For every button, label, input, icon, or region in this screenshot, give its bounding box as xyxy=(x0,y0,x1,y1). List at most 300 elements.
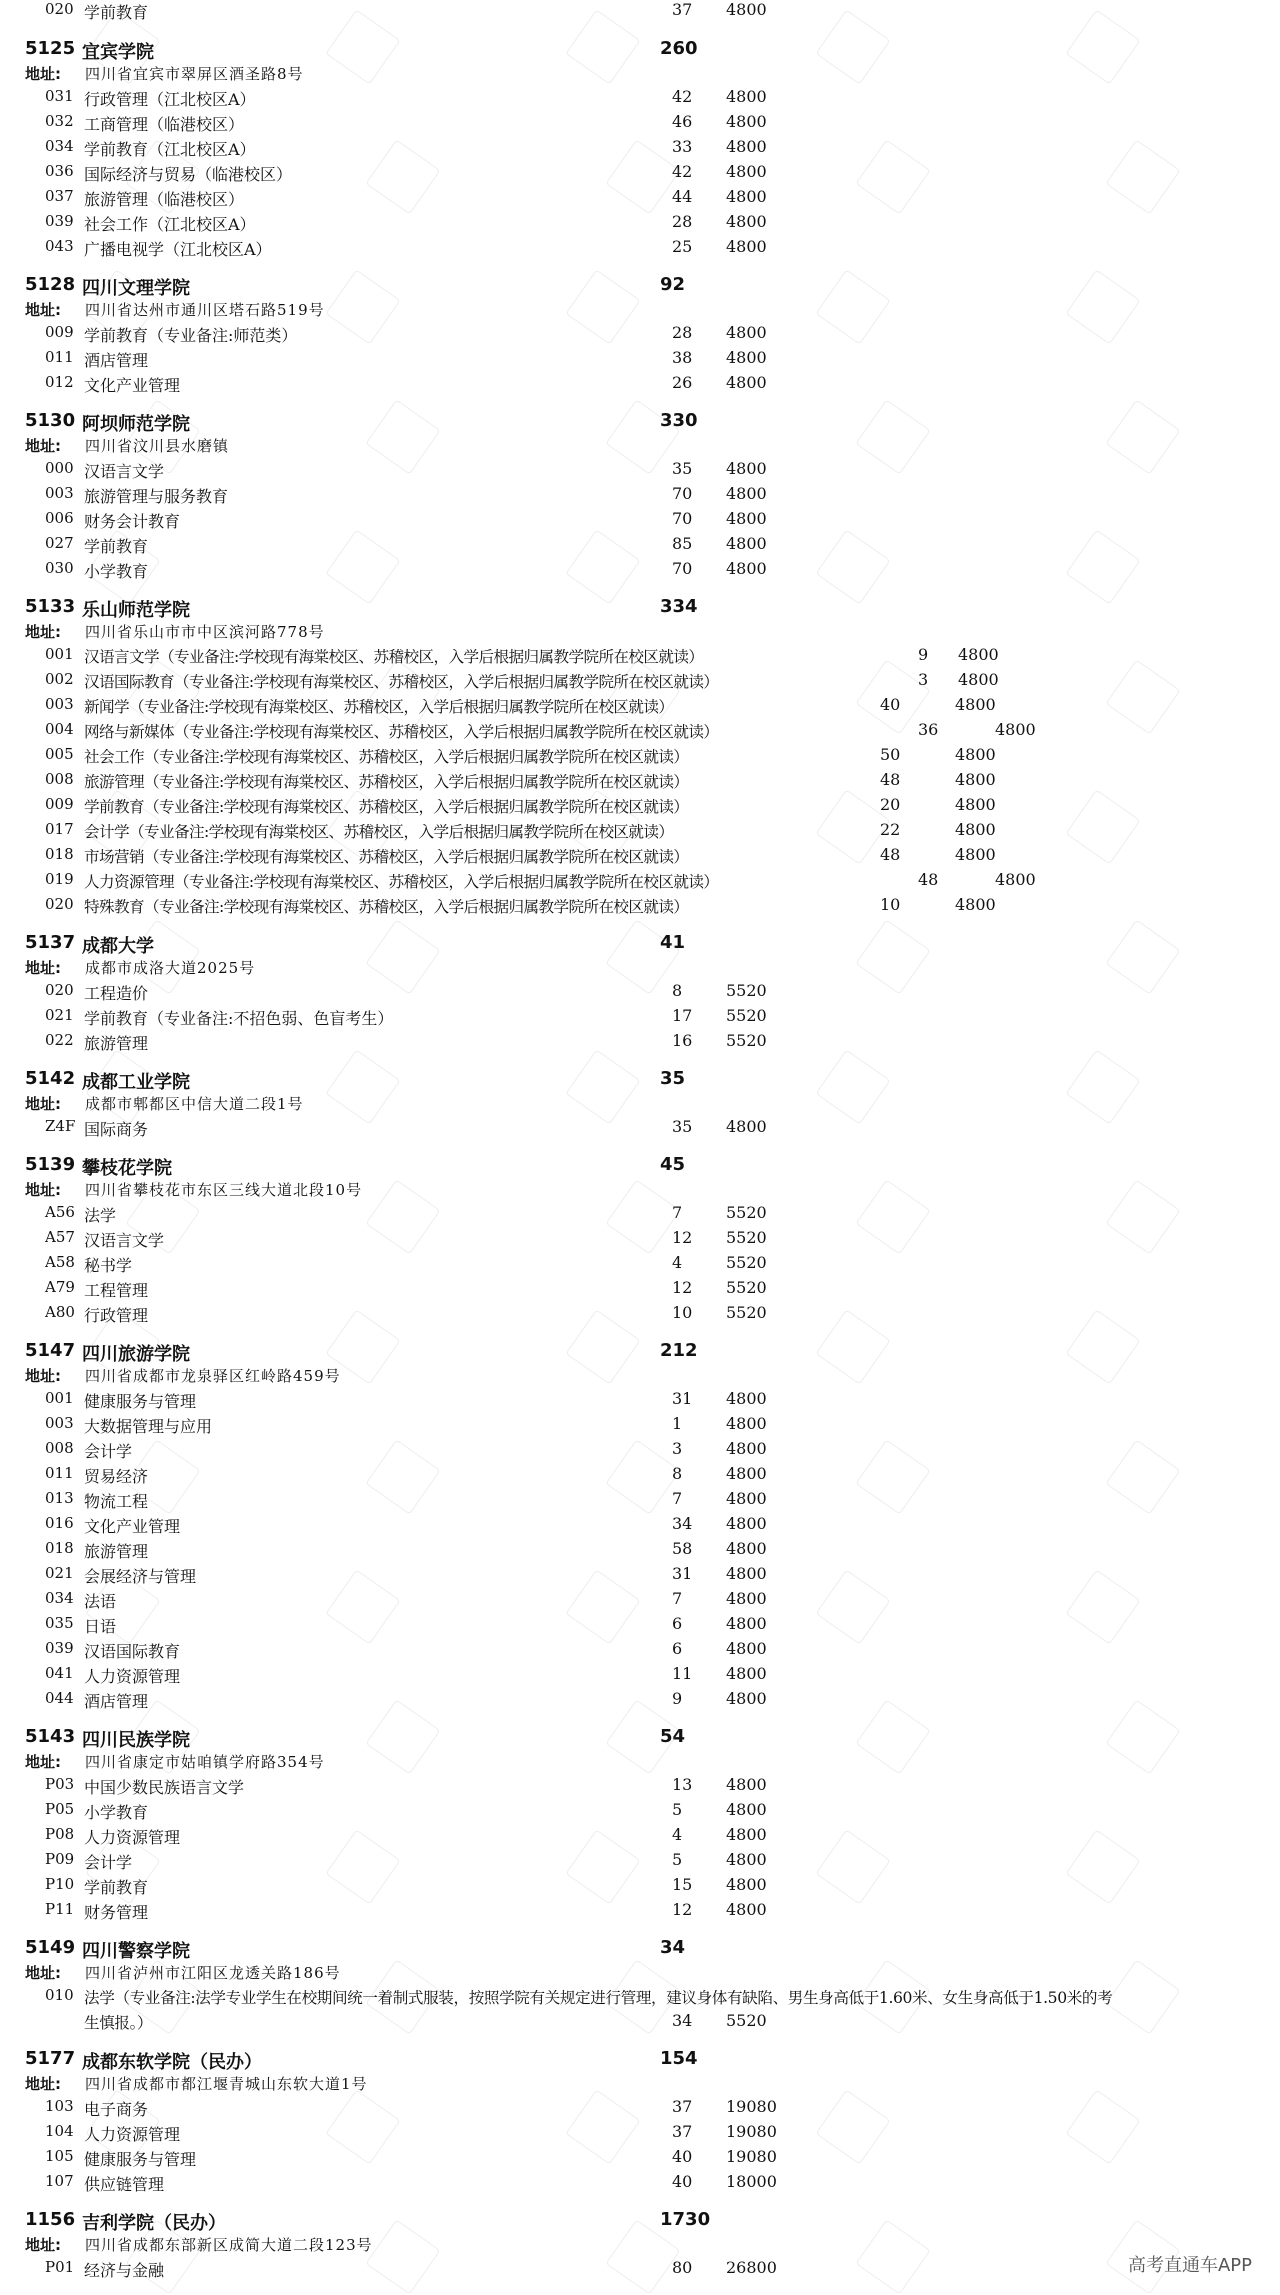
major-row xyxy=(0,978,1280,1003)
major-code: 030 xyxy=(45,559,74,577)
school-code: 5128 xyxy=(25,274,76,295)
major-quota: 9 xyxy=(672,1689,683,1708)
school-address xyxy=(0,431,1280,456)
major-fee: 4800 xyxy=(955,745,996,764)
address-value: 四川省达州市通川区塔石路519号 xyxy=(85,301,325,319)
major-code: 009 xyxy=(45,323,74,341)
major-fee: 4800 xyxy=(726,1564,767,1583)
school-name: 四川民族学院 xyxy=(82,1730,190,1751)
major-fee: 5520 xyxy=(726,1006,767,1025)
address-value: 四川省乐山市市中区滨河路778号 xyxy=(85,623,325,641)
school-code: 5125 xyxy=(25,38,76,59)
major-quota: 34 xyxy=(672,2011,693,2030)
major-name: 旅游管理与服务教育 xyxy=(84,487,229,506)
major-quota: 33 xyxy=(672,137,693,156)
major-code: 036 xyxy=(45,162,74,180)
major-name: 健康服务与管理 xyxy=(84,1392,197,1411)
major-fee: 19080 xyxy=(726,2097,777,2116)
school-header xyxy=(0,1064,1280,1093)
school-address xyxy=(0,617,1280,642)
major-code: 021 xyxy=(45,1564,74,1582)
major-name: 学前教育 xyxy=(84,1878,149,1897)
major-row xyxy=(0,184,1280,209)
school-total-quota: 154 xyxy=(660,2048,698,2069)
major-name: 学前教育 xyxy=(84,537,149,556)
major-row xyxy=(0,1772,1280,1797)
school-header xyxy=(0,1722,1280,1751)
major-name: 学前教育（专业备注:不招色弱、色盲考生） xyxy=(84,1009,394,1028)
school-address xyxy=(0,59,1280,84)
major-name: 旅游管理（专业备注:学校现有海棠校区、苏稽校区，入学后根据归属教学院所在校区就读） xyxy=(84,773,689,791)
address-value: 成都市郫都区中信大道二段1号 xyxy=(85,1095,304,1113)
major-fee: 4800 xyxy=(726,1514,767,1533)
school-header xyxy=(0,34,1280,63)
major-code: P01 xyxy=(45,2258,75,2276)
address-label: 地址: xyxy=(25,1367,61,1385)
major-row xyxy=(0,692,1280,717)
major-row xyxy=(0,1822,1280,1847)
school-address xyxy=(0,295,1280,320)
major-name: 学前教育（江北校区A） xyxy=(84,140,256,159)
major-row xyxy=(0,792,1280,817)
major-row xyxy=(0,1028,1280,1053)
major-fee: 4800 xyxy=(726,1389,767,1408)
major-name: 文化产业管理 xyxy=(84,1517,181,1536)
major-quota: 9 xyxy=(918,645,929,664)
address-label: 地址: xyxy=(25,2075,61,2093)
major-quota: 20 xyxy=(880,795,901,814)
major-row xyxy=(0,742,1280,767)
major-name: 电子商务 xyxy=(84,2100,149,2119)
major-fee: 5520 xyxy=(726,1303,767,1322)
school-total-quota: 34 xyxy=(660,1937,686,1958)
major-name: 财务会计教育 xyxy=(84,512,181,531)
school-code: 5177 xyxy=(25,2048,76,2069)
major-code: 035 xyxy=(45,1614,74,1632)
school-list xyxy=(0,34,1280,2291)
major-row xyxy=(0,1250,1280,1275)
major-name: 行政管理 xyxy=(84,1306,149,1325)
major-fee: 4800 xyxy=(726,1775,767,1794)
major-quota: 3 xyxy=(672,1439,683,1458)
major-row xyxy=(0,1486,1280,1511)
major-row xyxy=(0,892,1280,917)
major-row xyxy=(0,1983,1280,2033)
major-code: P10 xyxy=(45,1875,75,1893)
major-fee: 4800 xyxy=(726,373,767,392)
major-name: 社会工作（江北校区A） xyxy=(84,215,256,234)
school-name: 宜宾学院 xyxy=(82,42,154,63)
major-quota: 48 xyxy=(918,870,939,889)
major-name: 学前教育 xyxy=(84,3,149,22)
major-code: 016 xyxy=(45,1514,74,1532)
major-name: 特殊教育（专业备注:学校现有海棠校区、苏稽校区，入学后根据归属教学院所在校区就读） xyxy=(84,898,689,916)
major-name: 工商管理（临港校区） xyxy=(84,115,245,134)
major-code: A80 xyxy=(45,1303,75,1321)
major-quota: 13 xyxy=(672,1775,693,1794)
major-fee: 5520 xyxy=(726,1278,767,1297)
major-code: 103 xyxy=(45,2097,74,2115)
major-row xyxy=(0,1386,1280,1411)
major-code: A56 xyxy=(45,1203,75,1221)
major-row xyxy=(0,456,1280,481)
address-label: 地址: xyxy=(25,1181,61,1199)
major-quota: 70 xyxy=(672,559,693,578)
major-quota: 31 xyxy=(672,1564,693,1583)
major-fee: 4800 xyxy=(726,1850,767,1869)
major-quota: 16 xyxy=(672,1031,693,1050)
major-fee: 4800 xyxy=(726,1664,767,1683)
major-fee: 4800 xyxy=(726,1614,767,1633)
major-quota: 5 xyxy=(672,1800,683,1819)
major-code: 034 xyxy=(45,1589,74,1607)
major-name: 财务管理 xyxy=(84,1903,149,1922)
major-name: 小学教育 xyxy=(84,1803,149,1822)
major-code: 010 xyxy=(45,1986,74,2004)
major-fee: 4800 xyxy=(726,348,767,367)
school-total-quota: 45 xyxy=(660,1154,686,1175)
major-fee: 4800 xyxy=(726,1825,767,1844)
major-quota: 12 xyxy=(672,1278,693,1297)
major-code: Z4F xyxy=(45,1117,76,1135)
school-code: 5143 xyxy=(25,1726,76,1747)
major-code: 005 xyxy=(45,745,74,763)
major-row xyxy=(0,320,1280,345)
major-code: P11 xyxy=(45,1900,75,1918)
major-fee: 4800 xyxy=(726,137,767,156)
school-name: 阿坝师范学院 xyxy=(82,414,190,435)
major-quota: 58 xyxy=(672,1539,693,1558)
school-total-quota: 260 xyxy=(660,38,698,59)
major-fee: 4800 xyxy=(995,870,1036,889)
major-name: 经济与金融 xyxy=(84,2261,165,2280)
school-address xyxy=(0,1747,1280,1772)
major-row xyxy=(0,2119,1280,2144)
major-quota: 42 xyxy=(672,162,693,181)
major-row xyxy=(0,134,1280,159)
major-fee: 4800 xyxy=(726,212,767,231)
major-name: 会计学 xyxy=(84,1442,133,1461)
major-fee: 5520 xyxy=(726,1228,767,1247)
major-code: 008 xyxy=(45,1439,74,1457)
major-row xyxy=(0,556,1280,581)
major-code: P03 xyxy=(45,1775,75,1793)
major-code: 009 xyxy=(45,795,74,813)
address-label: 地址: xyxy=(25,437,61,455)
major-quota: 44 xyxy=(672,187,693,206)
school-name: 乐山师范学院 xyxy=(82,600,190,621)
major-code: 018 xyxy=(45,1539,74,1557)
major-code: 041 xyxy=(45,1664,74,1682)
major-name: 市场营销（专业备注:学校现有海棠校区、苏稽校区，入学后根据归属教学院所在校区就读） xyxy=(84,848,689,866)
major-quota: 10 xyxy=(672,1303,693,1322)
major-quota: 48 xyxy=(880,845,901,864)
major-row xyxy=(0,370,1280,395)
major-quota: 42 xyxy=(672,87,693,106)
major-name: 日语 xyxy=(84,1617,117,1636)
major-row xyxy=(0,1200,1280,1225)
major-row xyxy=(0,867,1280,892)
major-fee: 4800 xyxy=(958,645,999,664)
major-name: 人力资源管理 xyxy=(84,1667,181,1686)
major-code: 021 xyxy=(45,1006,74,1024)
major-quota: 6 xyxy=(672,1639,683,1658)
major-row xyxy=(0,1561,1280,1586)
major-quota: 40 xyxy=(672,2147,693,2166)
major-code: 104 xyxy=(45,2122,74,2140)
major-code: 001 xyxy=(45,1389,74,1407)
major-name: 旅游管理 xyxy=(84,1034,149,1053)
address-label: 地址: xyxy=(25,301,61,319)
major-fee: 4800 xyxy=(726,323,767,342)
address-value: 四川省攀枝花市东区三线大道北段10号 xyxy=(85,1181,363,1199)
major-code: A58 xyxy=(45,1253,75,1271)
major-fee: 4800 xyxy=(726,187,767,206)
major-fee: 4800 xyxy=(726,1900,767,1919)
school-total-quota: 212 xyxy=(660,1340,698,1361)
major-row xyxy=(0,506,1280,531)
major-row xyxy=(0,667,1280,692)
address-label: 地址: xyxy=(25,2236,61,2254)
school-code: 5130 xyxy=(25,410,76,431)
major-name: 人力资源管理（专业备注:学校现有海棠校区、苏稽校区，入学后根据归属教学院所在校区就读） xyxy=(84,873,719,891)
major-quota: 70 xyxy=(672,509,693,528)
major-name: 旅游管理 xyxy=(84,1542,149,1561)
major-code: 002 xyxy=(45,670,74,688)
major-quota: 80 xyxy=(672,2258,693,2277)
major-row xyxy=(0,767,1280,792)
school-total-quota: 54 xyxy=(660,1726,686,1747)
major-name: 大数据管理与应用 xyxy=(84,1417,213,1436)
school-name: 四川警察学院 xyxy=(82,1941,190,1962)
major-code: 000 xyxy=(45,459,74,477)
major-name: 旅游管理（临港校区） xyxy=(84,190,245,209)
school-name: 成都工业学院 xyxy=(82,1072,190,1093)
major-row xyxy=(0,1847,1280,1872)
major-quota: 8 xyxy=(672,1464,683,1483)
major-name: 学前教育（专业备注:师范类） xyxy=(84,326,298,345)
school-code: 5139 xyxy=(25,1154,76,1175)
major-quota: 25 xyxy=(672,237,693,256)
major-row xyxy=(0,1611,1280,1636)
major-row xyxy=(0,817,1280,842)
major-row xyxy=(0,2255,1280,2280)
major-row xyxy=(0,642,1280,667)
major-quota: 12 xyxy=(672,1228,693,1247)
major-quota: 34 xyxy=(672,1514,693,1533)
address-value: 四川省成都市都江堰青城山东软大道1号 xyxy=(85,2075,368,2093)
school-address xyxy=(0,1175,1280,1200)
major-quota: 40 xyxy=(880,695,901,714)
address-value: 四川省成都市龙泉驿区红岭路459号 xyxy=(85,1367,341,1385)
brand-watermark-text: 高考直通车APP xyxy=(1127,2255,1252,2276)
major-quota: 35 xyxy=(672,459,693,478)
major-quota: 28 xyxy=(672,323,693,342)
school-total-quota: 1730 xyxy=(660,2209,711,2230)
major-code: 031 xyxy=(45,87,74,105)
school-name: 攀枝花学院 xyxy=(82,1158,172,1179)
major-fee: 4800 xyxy=(958,670,999,689)
major-code: P05 xyxy=(45,1800,75,1818)
major-fee: 4800 xyxy=(726,1117,767,1136)
major-name: 酒店管理 xyxy=(84,351,149,370)
school-code: 5137 xyxy=(25,932,76,953)
major-name: 汉语言文学 xyxy=(84,462,165,481)
school-code: 5142 xyxy=(25,1068,76,1089)
major-fee: 4800 xyxy=(955,820,996,839)
major-code: 008 xyxy=(45,770,74,788)
school-header xyxy=(0,592,1280,621)
school-total-quota: 334 xyxy=(660,596,698,617)
school-total-quota: 330 xyxy=(660,410,698,431)
address-label: 地址: xyxy=(25,1753,61,1771)
major-name: 酒店管理 xyxy=(84,1692,149,1711)
address-label: 地址: xyxy=(25,959,61,977)
major-fee: 5520 xyxy=(726,2011,767,2030)
major-quota: 11 xyxy=(672,1664,693,1683)
major-row xyxy=(0,2094,1280,2119)
major-row xyxy=(0,842,1280,867)
major-code: 011 xyxy=(45,348,74,366)
major-name: 汉语言文学（专业备注:学校现有海棠校区、苏稽校区，入学后根据归属教学院所在校区就读） xyxy=(84,648,704,666)
major-code: 003 xyxy=(45,484,74,502)
major-fee: 4800 xyxy=(955,845,996,864)
major-quota: 70 xyxy=(672,484,693,503)
major-name: 汉语国际教育 xyxy=(84,1642,181,1661)
major-fee: 4800 xyxy=(726,1639,767,1658)
major-code: 039 xyxy=(45,212,74,230)
major-code: A79 xyxy=(45,1278,75,1296)
major-name: 工程造价 xyxy=(84,984,149,1003)
major-fee: 4800 xyxy=(726,1875,767,1894)
major-fee: 19080 xyxy=(726,2147,777,2166)
major-quota: 40 xyxy=(672,2172,693,2191)
major-quota: 4 xyxy=(672,1253,683,1272)
major-fee: 4800 xyxy=(726,237,767,256)
major-name: 汉语言文学 xyxy=(84,1231,165,1250)
major-row xyxy=(0,1225,1280,1250)
major-row xyxy=(0,1897,1280,1922)
major-row xyxy=(0,1003,1280,1028)
address-value: 四川省泸州市江阳区龙透关路186号 xyxy=(85,1964,341,1982)
major-name: 供应链管理 xyxy=(84,2175,165,2194)
major-quota: 7 xyxy=(672,1203,683,1222)
major-name: 健康服务与管理 xyxy=(84,2150,197,2169)
major-row xyxy=(0,1411,1280,1436)
major-quota: 1 xyxy=(672,1414,683,1433)
address-value: 成都市成洛大道2025号 xyxy=(85,959,256,977)
major-code: 012 xyxy=(45,373,74,391)
school-header xyxy=(0,1150,1280,1179)
school-total-quota: 92 xyxy=(660,274,686,295)
address-value: 四川省康定市姑咱镇学府路354号 xyxy=(85,1753,325,1771)
school-total-quota: 35 xyxy=(660,1068,686,1089)
school-code: 5147 xyxy=(25,1340,76,1361)
major-code: 037 xyxy=(45,187,74,205)
major-code: 044 xyxy=(45,1689,74,1707)
major-name: 工程管理 xyxy=(84,1281,149,1300)
major-code: 011 xyxy=(45,1464,74,1482)
major-name: 会计学（专业备注:学校现有海棠校区、苏稽校区，入学后根据归属教学院所在校区就读） xyxy=(84,823,674,841)
major-name: 人力资源管理 xyxy=(84,1828,181,1847)
major-fee: 4800 xyxy=(955,695,996,714)
major-fee: 18000 xyxy=(726,2172,777,2191)
major-fee: 4800 xyxy=(955,795,996,814)
major-name: 会计学 xyxy=(84,1853,133,1872)
major-name: 行政管理（江北校区A） xyxy=(84,90,256,109)
major-fee: 4800 xyxy=(955,770,996,789)
major-row xyxy=(0,1661,1280,1686)
major-fee: 4800 xyxy=(726,1489,767,1508)
major-quota: 46 xyxy=(672,112,693,131)
major-name: 网络与新媒体（专业备注:学校现有海棠校区、苏稽校区，入学后根据归属教学院所在校区就读） xyxy=(84,723,719,741)
major-quota: 4 xyxy=(672,1825,683,1844)
major-fee: 4800 xyxy=(726,534,767,553)
major-fee: 4800 xyxy=(726,484,767,503)
major-fee: 4800 xyxy=(726,1414,767,1433)
major-code: 013 xyxy=(45,1489,74,1507)
major-quota: 37 xyxy=(672,0,693,19)
major-quota: 48 xyxy=(880,770,901,789)
major-code: A57 xyxy=(45,1228,75,1246)
major-fee: 4800 xyxy=(726,1439,767,1458)
school-name: 吉利学院（民办） xyxy=(82,2213,226,2234)
major-quota: 37 xyxy=(672,2097,693,2116)
major-code: 017 xyxy=(45,820,74,838)
major-code: 006 xyxy=(45,509,74,527)
school-address xyxy=(0,1958,1280,1983)
school-header xyxy=(0,928,1280,957)
major-name: 贸易经济 xyxy=(84,1467,149,1486)
major-code: 027 xyxy=(45,534,74,552)
major-row xyxy=(0,531,1280,556)
major-fee: 4800 xyxy=(726,1539,767,1558)
major-name: 国际商务 xyxy=(84,1120,149,1139)
major-code: P08 xyxy=(45,1825,75,1843)
major-fee: 5520 xyxy=(726,1253,767,1272)
major-name: 新闻学（专业备注:学校现有海棠校区、苏稽校区，入学后根据归属教学院所在校区就读） xyxy=(84,698,674,716)
major-quota: 35 xyxy=(672,1117,693,1136)
major-fee: 5520 xyxy=(726,1203,767,1222)
major-quota: 50 xyxy=(880,745,901,764)
major-name: 广播电视学（江北校区A） xyxy=(84,240,272,259)
major-code: P09 xyxy=(45,1850,75,1868)
major-code: 107 xyxy=(45,2172,74,2190)
major-fee: 4800 xyxy=(726,559,767,578)
major-quota: 15 xyxy=(672,1875,693,1894)
major-name: 会展经济与管理 xyxy=(84,1567,197,1586)
address-value: 四川省宜宾市翠屏区酒圣路8号 xyxy=(85,65,304,83)
major-code: 004 xyxy=(45,720,74,738)
school-code: 5133 xyxy=(25,596,76,617)
major-code: 019 xyxy=(45,870,74,888)
major-fee: 4800 xyxy=(726,162,767,181)
major-fee: 4800 xyxy=(726,459,767,478)
school-header xyxy=(0,406,1280,435)
major-name: 物流工程 xyxy=(84,1492,149,1511)
school-header xyxy=(0,2205,1280,2234)
major-code: 020 xyxy=(45,981,74,999)
school-name: 成都大学 xyxy=(82,936,154,957)
major-fee: 4800 xyxy=(726,1589,767,1608)
major-row xyxy=(0,234,1280,259)
school-name: 四川旅游学院 xyxy=(82,1344,190,1365)
major-quota: 3 xyxy=(918,670,929,689)
major-row xyxy=(0,0,1280,22)
major-fee: 4800 xyxy=(726,1689,767,1708)
major-quota: 31 xyxy=(672,1389,693,1408)
school-header xyxy=(0,2044,1280,2073)
